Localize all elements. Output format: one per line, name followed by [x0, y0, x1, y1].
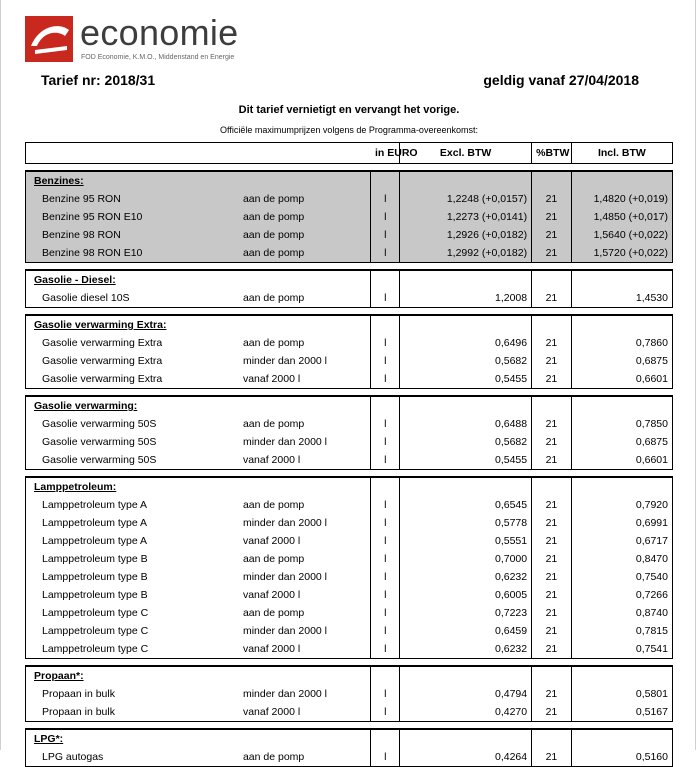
product-name: LPG autogas — [26, 748, 239, 767]
cell-blank — [571, 315, 672, 334]
table-row — [26, 190, 673, 208]
cell-blank — [532, 729, 572, 748]
table-row — [26, 208, 673, 226]
table-section — [26, 315, 673, 389]
price-incl-btw: 0,8740 — [571, 604, 672, 622]
table-section — [26, 396, 673, 470]
cell-blank — [400, 171, 532, 190]
price-excl-btw: 0,6232 — [400, 568, 532, 586]
section-title-row — [26, 270, 673, 289]
section-title: Propaan*: — [26, 666, 239, 685]
product-name: Lamppetroleum type B — [26, 586, 239, 604]
price-incl-btw: 0,6875 — [571, 352, 672, 370]
table-row — [26, 703, 673, 722]
unit: l — [371, 532, 400, 550]
price-incl-btw: 0,7266 — [571, 586, 672, 604]
price-excl-btw: 0,5682 — [400, 433, 532, 451]
section-spacer — [26, 389, 673, 397]
section-spacer — [26, 722, 673, 730]
condition: minder dan 2000 l — [239, 433, 371, 451]
section-title: LPG*: — [26, 729, 239, 748]
unit: l — [371, 208, 400, 226]
cell-blank — [571, 729, 672, 748]
section-title-row — [26, 396, 673, 415]
product-name: Gasolie verwarming Extra — [26, 334, 239, 352]
header-incl-btw: Incl. BTW — [571, 143, 672, 164]
cell-blank — [532, 666, 572, 685]
btw-percentage: 21 — [532, 190, 572, 208]
btw-percentage: 21 — [532, 640, 572, 659]
unit: l — [371, 568, 400, 586]
price-incl-btw: 0,7815 — [571, 622, 672, 640]
product-name: Lamppetroleum type C — [26, 622, 239, 640]
unit: l — [371, 640, 400, 659]
section-spacer — [26, 263, 673, 271]
table-row — [26, 496, 673, 514]
cell-blank — [371, 171, 400, 190]
condition: aan de pomp — [239, 289, 371, 308]
table-section — [26, 477, 673, 659]
cell-blank — [532, 477, 572, 496]
unit: l — [371, 703, 400, 722]
cell-blank — [400, 270, 532, 289]
cell-blank — [239, 171, 371, 190]
table-row — [26, 433, 673, 451]
section-title-row — [26, 315, 673, 334]
unit: l — [371, 226, 400, 244]
price-incl-btw: 0,5167 — [571, 703, 672, 722]
section-title: Gasolie verwarming: — [26, 396, 239, 415]
cell-blank — [239, 729, 371, 748]
cell-blank — [371, 315, 400, 334]
table-row — [26, 334, 673, 352]
table-row — [26, 244, 673, 263]
cell-blank — [400, 315, 532, 334]
section-spacer — [26, 164, 673, 172]
condition: aan de pomp — [239, 190, 371, 208]
unit: l — [371, 370, 400, 389]
table-row — [26, 370, 673, 389]
cell-blank — [239, 270, 371, 289]
price-incl-btw: 1,5640 (+0,022) — [571, 226, 672, 244]
price-incl-btw: 1,4530 — [571, 289, 672, 308]
header-blank-cell — [26, 143, 371, 164]
section-title: Gasolie - Diesel: — [26, 270, 239, 289]
btw-percentage: 21 — [532, 622, 572, 640]
product-name: Gasolie verwarming 50S — [26, 415, 239, 433]
btw-percentage: 21 — [532, 514, 572, 532]
cell-blank — [371, 270, 400, 289]
section-spacer — [26, 470, 673, 478]
table-row — [26, 352, 673, 370]
unit: l — [371, 289, 400, 308]
btw-percentage: 21 — [532, 703, 572, 722]
table-header-row — [26, 143, 673, 164]
price-excl-btw: 0,4794 — [400, 685, 532, 703]
header-excl-btw: Excl. BTW — [400, 143, 532, 164]
price-excl-btw: 1,2273 (+0,0141) — [400, 208, 532, 226]
btw-percentage: 21 — [532, 748, 572, 767]
logo-wordmark: economie — [80, 12, 239, 53]
product-name: Benzine 98 RON E10 — [26, 244, 239, 263]
section-title: Lamppetroleum: — [26, 477, 239, 496]
price-excl-btw: 0,6232 — [400, 640, 532, 659]
cell-blank — [571, 477, 672, 496]
price-incl-btw: 0,7860 — [571, 334, 672, 352]
table-row — [26, 586, 673, 604]
unit: l — [371, 622, 400, 640]
table-row — [26, 685, 673, 703]
table-row — [26, 226, 673, 244]
btw-percentage: 21 — [532, 568, 572, 586]
table-row — [26, 550, 673, 568]
product-name: Lamppetroleum type C — [26, 604, 239, 622]
unit: l — [371, 451, 400, 470]
cell-blank — [400, 477, 532, 496]
unit: l — [371, 604, 400, 622]
btw-percentage: 21 — [532, 550, 572, 568]
unit: l — [371, 586, 400, 604]
condition: minder dan 2000 l — [239, 622, 371, 640]
price-excl-btw: 1,2926 (+0,0182) — [400, 226, 532, 244]
condition: aan de pomp — [239, 208, 371, 226]
price-table — [25, 142, 673, 767]
table-row — [26, 532, 673, 550]
header-unit: in EURO — [371, 143, 400, 164]
table-row — [26, 451, 673, 470]
price-excl-btw: 0,6545 — [400, 496, 532, 514]
condition: aan de pomp — [239, 226, 371, 244]
condition: vanaf 2000 l — [239, 532, 371, 550]
price-excl-btw: 0,5455 — [400, 451, 532, 470]
table-row — [26, 604, 673, 622]
unit: l — [371, 244, 400, 263]
price-incl-btw: 0,5801 — [571, 685, 672, 703]
condition: aan de pomp — [239, 415, 371, 433]
section-spacer — [26, 659, 673, 667]
product-name: Propaan in bulk — [26, 685, 239, 703]
official-prices-notice: Officiële maximumprijzen volgens de Programma-overeenkomst: — [220, 125, 478, 135]
condition: aan de pomp — [239, 748, 371, 767]
price-excl-btw: 0,4270 — [400, 703, 532, 722]
condition: aan de pomp — [239, 334, 371, 352]
unit: l — [371, 496, 400, 514]
price-incl-btw: 1,4820 (+0,019) — [571, 190, 672, 208]
price-excl-btw: 0,5551 — [400, 532, 532, 550]
cell-blank — [239, 396, 371, 415]
product-name: Propaan in bulk — [26, 703, 239, 722]
cell-blank — [400, 666, 532, 685]
cell-blank — [400, 729, 532, 748]
price-excl-btw: 0,6496 — [400, 334, 532, 352]
btw-percentage: 21 — [532, 496, 572, 514]
table-row — [26, 289, 673, 308]
btw-percentage: 21 — [532, 451, 572, 470]
cell-blank — [371, 396, 400, 415]
btw-percentage: 21 — [532, 370, 572, 389]
section-spacer — [26, 308, 673, 316]
btw-percentage: 21 — [532, 532, 572, 550]
product-name: Benzine 95 RON E10 — [26, 208, 239, 226]
price-incl-btw: 1,5720 (+0,022) — [571, 244, 672, 263]
price-excl-btw: 1,2008 — [400, 289, 532, 308]
price-incl-btw: 0,6601 — [571, 451, 672, 470]
unit: l — [371, 550, 400, 568]
price-incl-btw: 0,7920 — [571, 496, 672, 514]
cell-blank — [400, 396, 532, 415]
condition: minder dan 2000 l — [239, 568, 371, 586]
condition: aan de pomp — [239, 604, 371, 622]
price-excl-btw: 1,2248 (+0,0157) — [400, 190, 532, 208]
condition: aan de pomp — [239, 550, 371, 568]
price-incl-btw: 0,5160 — [571, 748, 672, 767]
price-incl-btw: 0,7540 — [571, 568, 672, 586]
price-incl-btw: 0,8470 — [571, 550, 672, 568]
condition: vanaf 2000 l — [239, 703, 371, 722]
price-excl-btw: 0,5778 — [400, 514, 532, 532]
product-name: Gasolie verwarming Extra — [26, 370, 239, 389]
unit: l — [371, 685, 400, 703]
price-excl-btw: 0,6005 — [400, 586, 532, 604]
condition: minder dan 2000 l — [239, 352, 371, 370]
product-name: Lamppetroleum type A — [26, 514, 239, 532]
condition: aan de pomp — [239, 244, 371, 263]
section-title-row — [26, 171, 673, 190]
cell-blank — [532, 396, 572, 415]
unit: l — [371, 748, 400, 767]
table-section — [26, 666, 673, 722]
economie-logo — [25, 12, 295, 66]
cell-blank — [371, 666, 400, 685]
unit: l — [371, 190, 400, 208]
btw-percentage: 21 — [532, 208, 572, 226]
section-title-row — [26, 666, 673, 685]
btw-percentage: 21 — [532, 586, 572, 604]
logo-mark-icon — [25, 16, 73, 62]
product-name: Benzine 95 RON — [26, 190, 239, 208]
section-title-row — [26, 477, 673, 496]
cell-blank — [571, 666, 672, 685]
condition: vanaf 2000 l — [239, 640, 371, 659]
btw-percentage: 21 — [532, 244, 572, 263]
condition: vanaf 2000 l — [239, 586, 371, 604]
price-incl-btw: 0,7541 — [571, 640, 672, 659]
btw-percentage: 21 — [532, 289, 572, 308]
cell-blank — [371, 729, 400, 748]
btw-percentage: 21 — [532, 415, 572, 433]
cell-blank — [532, 171, 572, 190]
cell-blank — [239, 477, 371, 496]
cell-blank — [532, 270, 572, 289]
condition: vanaf 2000 l — [239, 370, 371, 389]
price-incl-btw: 0,7850 — [571, 415, 672, 433]
product-name: Gasolie verwarming 50S — [26, 433, 239, 451]
product-name: Lamppetroleum type B — [26, 550, 239, 568]
cell-blank — [239, 666, 371, 685]
price-excl-btw: 0,5682 — [400, 352, 532, 370]
btw-percentage: 21 — [532, 604, 572, 622]
table-row — [26, 640, 673, 659]
price-excl-btw: 0,7223 — [400, 604, 532, 622]
btw-percentage: 21 — [532, 334, 572, 352]
btw-percentage: 21 — [532, 685, 572, 703]
btw-percentage: 21 — [532, 226, 572, 244]
tariff-number: Tarief nr: 2018/31 — [41, 72, 156, 88]
price-excl-btw: 0,7000 — [400, 550, 532, 568]
condition: minder dan 2000 l — [239, 685, 371, 703]
product-name: Gasolie verwarming Extra — [26, 352, 239, 370]
price-excl-btw: 0,6459 — [400, 622, 532, 640]
unit: l — [371, 415, 400, 433]
unit: l — [371, 433, 400, 451]
cell-blank — [571, 171, 672, 190]
price-incl-btw: 0,6991 — [571, 514, 672, 532]
unit: l — [371, 514, 400, 532]
product-name: Gasolie verwarming 50S — [26, 451, 239, 470]
btw-percentage: 21 — [532, 433, 572, 451]
condition: aan de pomp — [239, 496, 371, 514]
price-excl-btw: 0,4264 — [400, 748, 532, 767]
section-title-row — [26, 729, 673, 748]
product-name: Lamppetroleum type A — [26, 496, 239, 514]
table-row — [26, 415, 673, 433]
table-row — [26, 748, 673, 767]
table-section — [26, 270, 673, 308]
price-excl-btw: 0,5455 — [400, 370, 532, 389]
valid-from-date: geldig vanaf 27/04/2018 — [483, 72, 639, 88]
logo-subtitle: FOD Economie, K.M.O., Middenstand en Energie — [81, 54, 235, 61]
cell-blank — [571, 396, 672, 415]
product-name: Benzine 98 RON — [26, 226, 239, 244]
price-incl-btw: 1,4850 (+0,017) — [571, 208, 672, 226]
price-excl-btw: 0,6488 — [400, 415, 532, 433]
table-row — [26, 514, 673, 532]
product-name: Lamppetroleum type A — [26, 532, 239, 550]
product-name: Lamppetroleum type B — [26, 568, 239, 586]
cell-blank — [571, 270, 672, 289]
section-title: Benzines: — [26, 171, 239, 190]
price-incl-btw: 0,6717 — [571, 532, 672, 550]
table-row — [26, 568, 673, 586]
cell-blank — [239, 315, 371, 334]
price-incl-btw: 0,6875 — [571, 433, 672, 451]
header-pct-btw: %BTW — [532, 143, 572, 164]
price-incl-btw: 0,6601 — [571, 370, 672, 389]
condition: vanaf 2000 l — [239, 451, 371, 470]
price-excl-btw: 1,2992 (+0,0182) — [400, 244, 532, 263]
section-title: Gasolie verwarming Extra: — [26, 315, 239, 334]
product-name: Lamppetroleum type C — [26, 640, 239, 659]
unit: l — [371, 334, 400, 352]
unit: l — [371, 352, 400, 370]
btw-percentage: 21 — [532, 352, 572, 370]
table-row — [26, 622, 673, 640]
table-section — [26, 171, 673, 263]
condition: minder dan 2000 l — [239, 514, 371, 532]
product-name: Gasolie diesel 10S — [26, 289, 239, 308]
cell-blank — [371, 477, 400, 496]
cell-blank — [532, 315, 572, 334]
replacement-notice: Dit tarief vernietigt en vervangt het vorige. — [238, 104, 460, 116]
table-section — [26, 729, 673, 767]
